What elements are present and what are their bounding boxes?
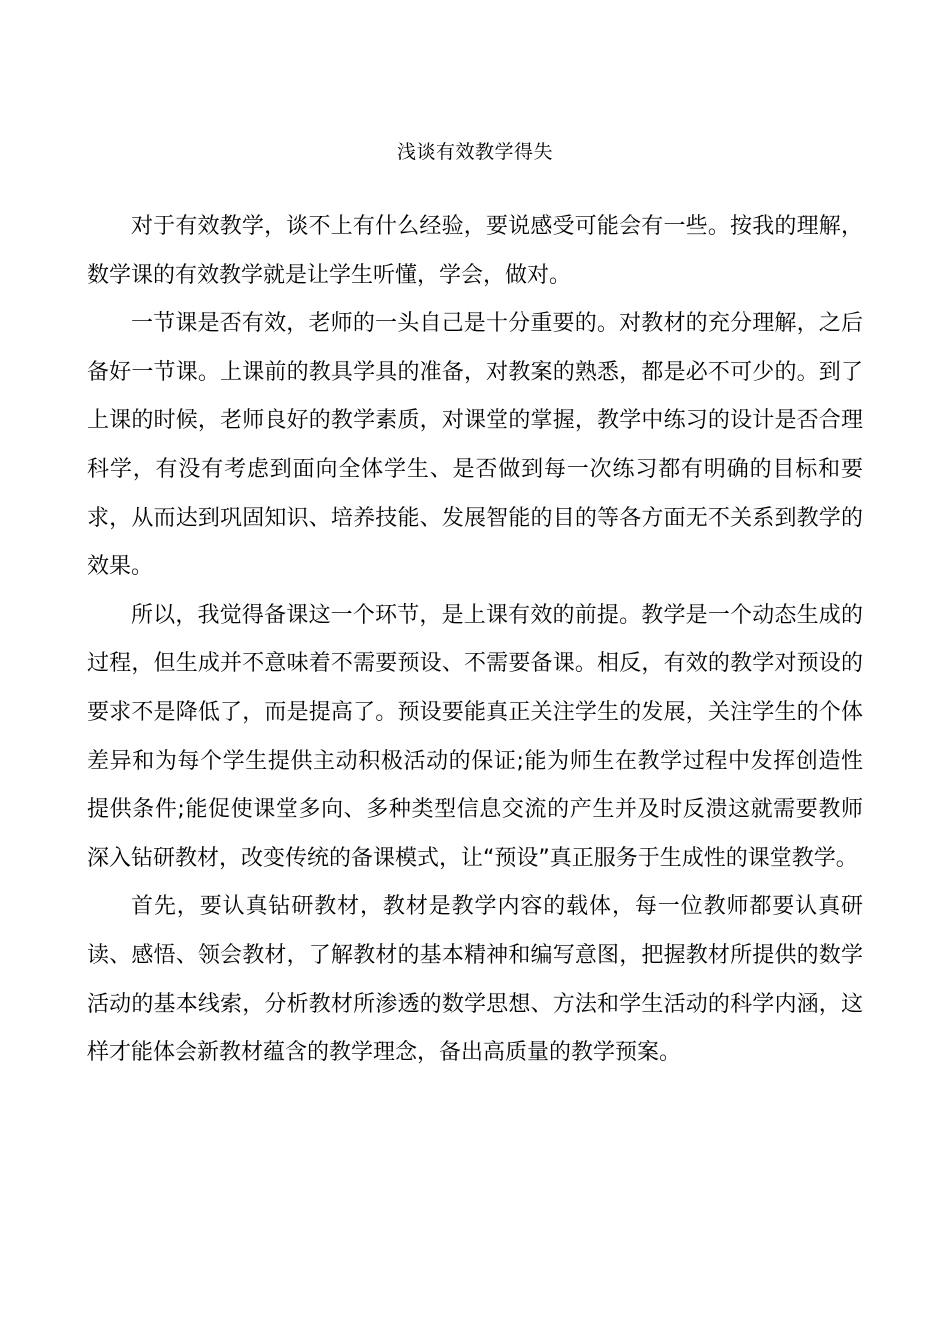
document-body <box>87 203 863 1078</box>
paragraph-1: 对于有效教学，谈不上有什么经验，要说感受可能会有一些。按我的理解，数学课的有效教学就是让学生听懂，学会，做对。 <box>87 214 863 288</box>
paragraph-3: 所以，我觉得备课这一个环节，是上课有效的前提。教学是一个动态生成的过程，但生成并不意味着不需要预设、不需要备课。相反，有效的教学对预设的要求不是降低了，而是提高了。预设要能真正关注学生的发展，关注学生的个体差异和为每个学生提供主动积极活动的保证;能为师生在教学过程中发挥创造性提供条件;能促使课堂多向、多种类型信息交流的产生并及时反溃这就需要教师深入钻研教材，改变传统的备课模式，让“预设”真正服务于生成性的课堂教学。 <box>87 602 863 871</box>
paragraph-4: 首先，要认真钻研教材，教材是教学内容的载体，每一位教师都要认真研读、感悟、领会教材，了解教材的基本精神和编写意图，把握教材所提供的数学活动的基本线索，分析教材所渗透的数学思想、方法和学生活动的科学内涵，这样才能体会新教材蕴含的教学理念，备出高质量的教学预案。 <box>87 894 863 1066</box>
paragraph-2: 一节课是否有效，老师的一头自己是十分重要的。对教材的充分理解，之后备好一节课。上课前的教具学具的准备，对教案的熟悉，都是必不可少的。到了上课的时候，老师良好的教学素质，对课堂的掌握，教学中练习的设计是否合理科学，有没有考虑到面向全体学生、是否做到每一次练习都有明确的目标和要求，从而达到巩固知识、培养技能、发展智能的目的等各方面无不关系到教学的效果。 <box>87 311 863 580</box>
document-title: 浅谈有效教学得失 <box>396 141 553 163</box>
